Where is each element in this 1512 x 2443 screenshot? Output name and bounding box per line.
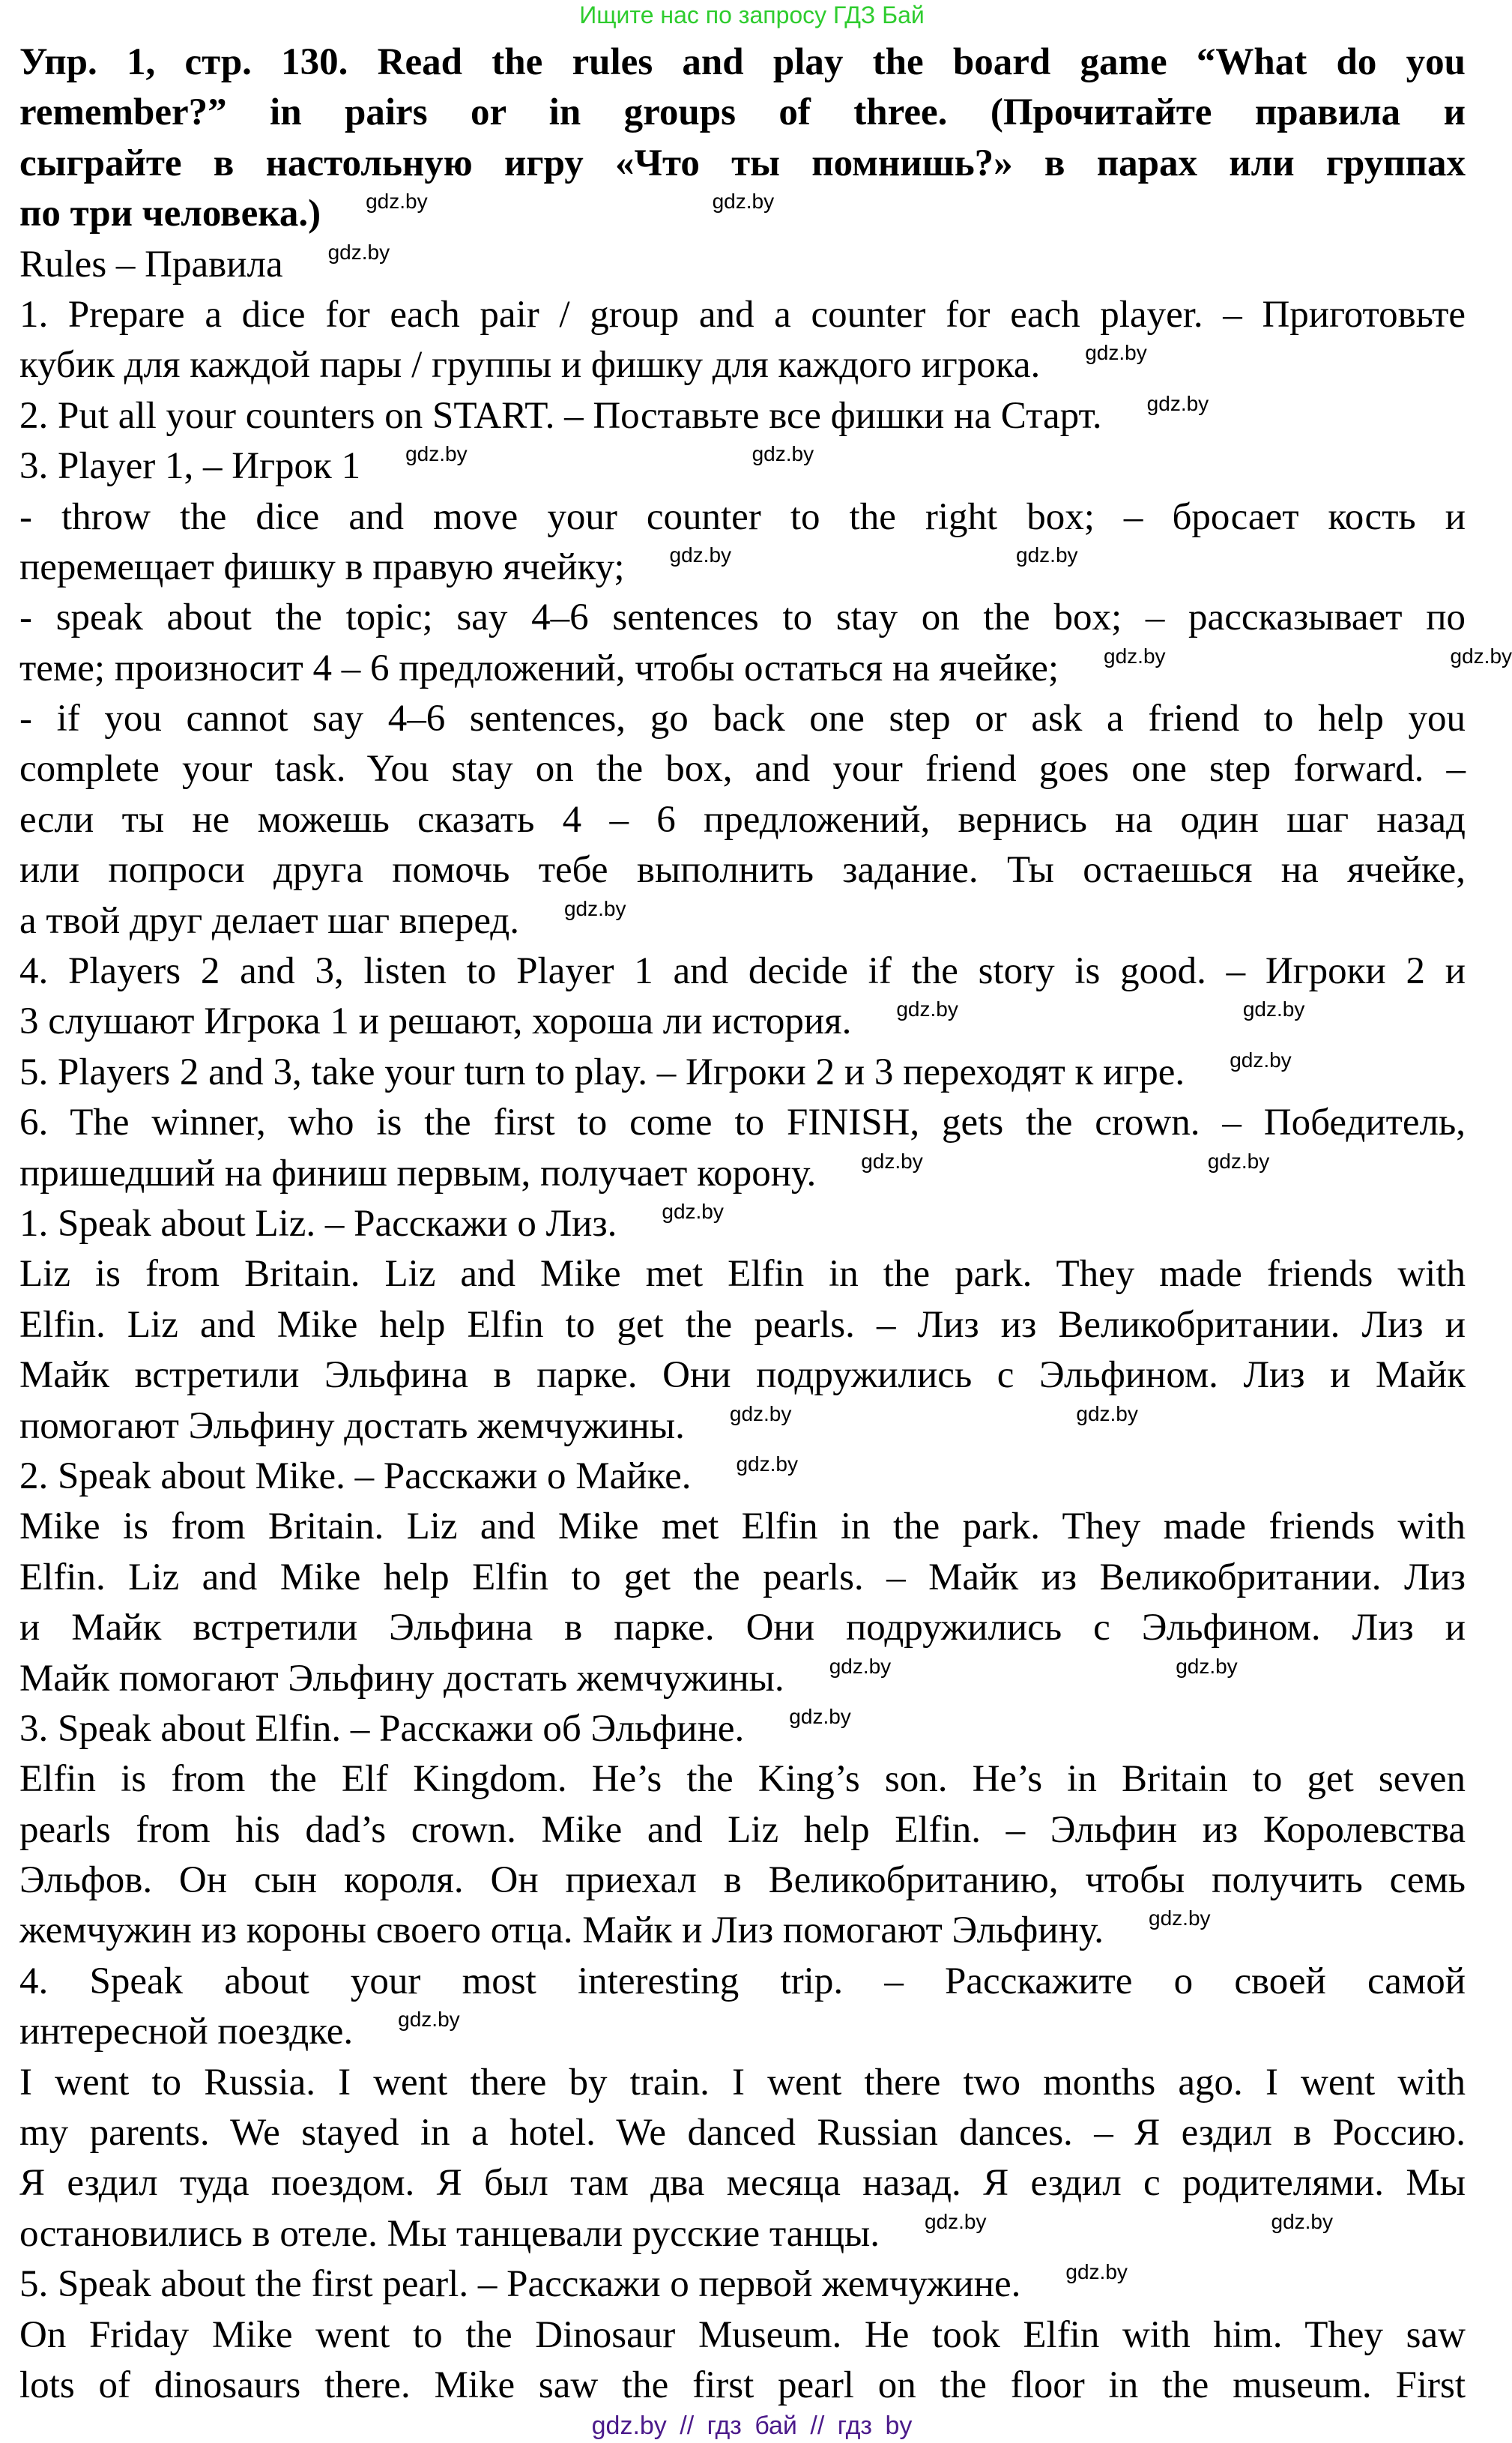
text-line: [19, 391, 1466, 441]
text-line: [19, 1654, 1466, 1704]
watermark: gdz.by: [1271, 2209, 1333, 2233]
text-line: [19, 896, 1466, 946]
watermark: gdz.by: [861, 1149, 923, 1173]
line-text: 3 слушают Игрока 1 и решают, хороша ли история.: [19, 1000, 852, 1043]
watermark: gdz.by: [729, 1401, 792, 1425]
text-line: [19, 2259, 1466, 2310]
watermark: gdz.by: [398, 2008, 460, 2032]
line-text: Rules – Правила: [19, 243, 283, 286]
watermark: gdz.by: [712, 190, 775, 214]
watermark: gdz.by: [669, 543, 732, 567]
text-line: Я ездил туда поездом. Я был там два месяца назад. Я ездил с родителями. Мы: [19, 2162, 1466, 2205]
text-line: Elfin. Liz and Mike help Elfin to get the pearls. – Майк из Великобритании. Лиз: [19, 1556, 1466, 1598]
watermark: gdz.by: [1230, 1048, 1292, 1072]
watermark: gdz.by: [366, 190, 428, 214]
text-line: [19, 240, 1466, 290]
watermark: gdz.by: [736, 1452, 798, 1476]
watermark: gdz.by: [327, 240, 390, 264]
text-line: Майк встретили Эльфина в парке. Они подружились с Эльфином. Лиз и Майк: [19, 1354, 1466, 1397]
line-text: по три человека.): [19, 193, 321, 235]
line-text: Майк помогают Эльфину достать жемчужины.: [19, 1657, 784, 1700]
line-text: перемещает фишку в правую ячейку;: [19, 546, 625, 588]
line-text: остановились в отеле. Мы танцевали русские танцы.: [19, 2212, 880, 2255]
watermark: gdz.by: [1149, 1906, 1211, 1930]
line-text: теме; произносит 4 – 6 предложений, чтобы остаться на ячейке;: [19, 647, 1059, 689]
text-line: [19, 2209, 1466, 2259]
watermark: gdz.by: [662, 1199, 724, 1223]
text-line: I went to Russia. I went there by train. I went there two months ago. I went with: [19, 2061, 1466, 2104]
text-line: 6. The winner, who is the first to come to FINISH, gets the crown. – Победитель,: [19, 1102, 1466, 1144]
text-line: pearls from his dad’s crown. Mike and Liz help Elfin. – Эльфин из Королевства: [19, 1808, 1466, 1851]
line-text: а твой друг делает шаг вперед.: [19, 899, 519, 942]
exercise-text: [19, 37, 1512, 2411]
watermark: gdz.by: [1076, 1401, 1138, 1425]
text-line: [19, 1149, 1466, 1199]
exercise-heading-line: [19, 189, 1466, 239]
watermark: gdz.by: [405, 442, 468, 466]
text-line: если ты не можешь сказать 4 – 6 предложений, вернись на один шаг назад: [19, 798, 1466, 841]
line-text: жемчужин из короны своего отца. Майк и Лиз помогают Эльфину.: [19, 1909, 1104, 1952]
line-text: 2. Speak about Mike. – Расскажи о Майке.: [19, 1455, 692, 1497]
text-line: [19, 543, 1466, 593]
line-text: 3. Player 1, – Игрок 1: [19, 445, 361, 488]
exercise-heading-line: сыграйте в настольную игру «Что ты помнишь?» в парах или группах: [19, 142, 1466, 184]
line-text: интересной поездке.: [19, 2011, 354, 2053]
line-text: 1. Speak about Liz. – Расскажи о Лиз.: [19, 1202, 617, 1245]
text-line: 4. Speak about your most interesting trip. – Расскажите о своей самой: [19, 1960, 1466, 2002]
line-text: 3. Speak about Elfin. – Расскажи об Эльфине.: [19, 1707, 745, 1750]
watermark: gdz.by: [789, 1704, 851, 1728]
text-line: и Майк встретили Эльфина в парке. Они подружились с Эльфином. Лиз и: [19, 1607, 1466, 1649]
text-line: или попроси друга помочь тебе выполнить задание. Ты остаешься на ячейке,: [19, 849, 1466, 892]
text-line: [19, 2007, 1466, 2057]
text-line: [19, 997, 1466, 1047]
watermark: gdz.by: [829, 1654, 892, 1678]
text-line: Elfin is from the Elf Kingdom. He’s the King’s son. He’s in Britain to get seven: [19, 1758, 1466, 1801]
watermark: gdz.by: [1085, 341, 1147, 365]
text-line: [19, 1199, 1466, 1249]
line-text: 5. Players 2 and 3, take your turn to play. – Игроки 2 и 3 переходят к игре.: [19, 1051, 1185, 1093]
text-line: [19, 1452, 1466, 1502]
watermark: gdz.by: [1242, 997, 1305, 1021]
text-line: [19, 1906, 1466, 1956]
text-line: [19, 441, 1466, 492]
watermark: gdz.by: [1146, 391, 1209, 415]
exercise-heading-line: Упр. 1, стр. 130. Read the rules and play the board game “What do you: [19, 41, 1466, 83]
text-line: 4. Players 2 and 3, listen to Player 1 and decide if the story is good. – Игроки 2 и: [19, 950, 1466, 993]
text-line: [19, 1048, 1466, 1098]
text-line: complete your task. You stay on the box, and your friend goes one step forward. –: [19, 748, 1466, 791]
text-line: [19, 1704, 1466, 1754]
line-text: 5. Speak about the first pearl. – Расскажи о первой жемчужине.: [19, 2263, 1021, 2306]
watermark: gdz.by: [925, 2209, 987, 2233]
watermark: gdz.by: [896, 997, 958, 1021]
text-line: Elfin. Liz and Mike help Elfin to get the pearls. – Лиз из Великобритании. Лиз и: [19, 1303, 1466, 1346]
text-line: - speak about the topic; say 4–6 sentences to stay on the box; – рассказывает по: [19, 597, 1466, 639]
text-line: lots of dinosaurs there. Mike saw the first pearl on the floor in the museum. First: [19, 2364, 1466, 2406]
watermark: gdz.by: [563, 896, 626, 920]
text-line: On Friday Mike went to the Dinosaur Museum. He took Elfin with him. They saw: [19, 2313, 1466, 2356]
text-line: [19, 644, 1512, 694]
watermark: gdz.by: [1207, 1149, 1270, 1173]
text-line: Liz is from Britain. Liz and Mike met Elfin in the park. They made friends with: [19, 1253, 1466, 1296]
line-text: 2. Put all your counters on START. – Поставьте все фишки на Старт.: [19, 394, 1102, 437]
watermark: gdz.by: [1104, 644, 1166, 668]
text-line: [19, 1401, 1466, 1452]
text-line: - if you cannot say 4–6 sentences, go back one step or ask a friend to help you: [19, 698, 1466, 740]
text-line: 1. Prepare a dice for each pair / group and a counter for each player. – Приготовьте: [19, 293, 1466, 336]
line-text: пришедший на финиш первым, получает корону.: [19, 1152, 817, 1195]
exercise-heading-line: remember?” in pairs or in groups of three. (Прочитайте правила и: [19, 91, 1466, 134]
watermark: gdz.by: [1065, 2260, 1128, 2284]
watermark: gdz.by: [1016, 543, 1078, 567]
text-line: my parents. We stayed in a hotel. We danced Russian dances. – Я ездил в Россию.: [19, 2112, 1466, 2154]
search-banner: Ищите нас по запросу ГДЗ Бай: [579, 1, 925, 28]
text-line: Эльфов. Он сын короля. Он приехал в Великобританию, чтобы получить семь: [19, 1859, 1466, 1902]
text-line: Mike is from Britain. Liz and Mike met Elfin in the park. They made friends with: [19, 1506, 1466, 1548]
line-text: кубик для каждой пары / группы и фишку для каждого игрока.: [19, 344, 1041, 387]
footer-links: gdz.by // гдз бай // гдз by: [591, 2412, 913, 2440]
watermark: gdz.by: [1176, 1654, 1238, 1678]
watermark: gdz.by: [752, 442, 814, 466]
text-line: [19, 340, 1466, 390]
watermark: gdz.by: [1450, 644, 1512, 668]
text-line: - throw the dice and move your counter to the right box; – бросает кость и: [19, 495, 1466, 538]
line-text: помогают Эльфину достать жемчужины.: [19, 1404, 685, 1447]
